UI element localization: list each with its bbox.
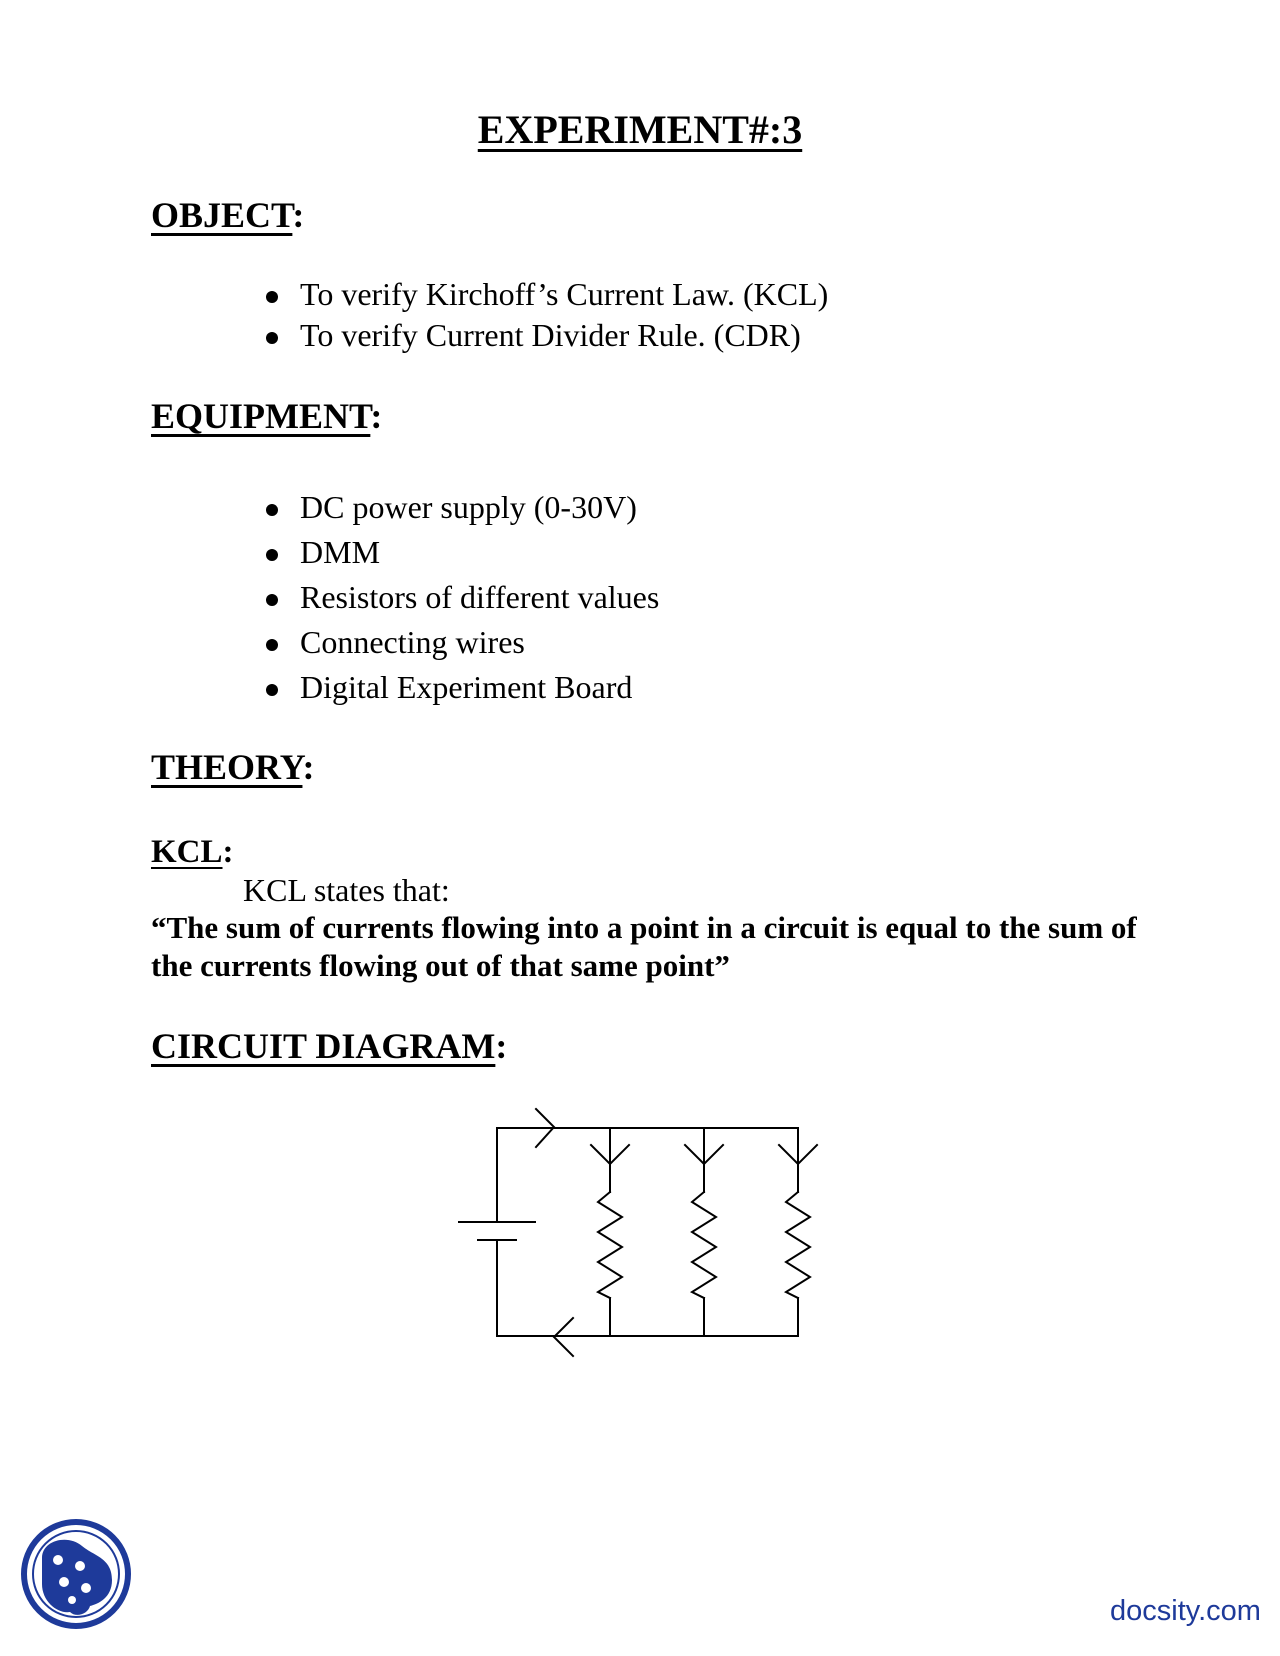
kcl-label: KCL: — [151, 834, 234, 870]
kcl-intro: KCL states that: — [243, 872, 450, 908]
list-item: To verify Kirchoff’s Current Law. (KCL) — [262, 274, 828, 315]
list-item: Connecting wires — [262, 620, 659, 665]
docsity-logo-icon — [20, 1518, 132, 1630]
equipment-heading: EQUIPMENT: — [151, 396, 383, 436]
docsity-brand-link[interactable]: docsity.com — [1110, 1595, 1261, 1627]
list-item: Digital Experiment Board — [262, 665, 659, 710]
resistor-2 — [692, 1192, 716, 1298]
list-item: Resistors of different values — [262, 575, 659, 620]
object-heading: OBJECT: — [151, 195, 305, 235]
list-item: DMM — [262, 530, 659, 575]
resistor-1 — [598, 1192, 622, 1298]
resistor-3 — [786, 1192, 810, 1298]
page-title: EXPERIMENT#:3 — [477, 107, 803, 152]
list-item: DC power supply (0-30V) — [262, 485, 659, 530]
theory-heading: THEORY: — [151, 747, 315, 787]
list-item: To verify Current Divider Rule. (CDR) — [262, 315, 828, 356]
kcl-statement: “The sum of currents flowing into a point in a circuit is equal to the sum of the currents flowing out of that same point” — [151, 910, 1137, 983]
circuit-diagram-heading: CIRCUIT DIAGRAM: — [151, 1026, 508, 1066]
